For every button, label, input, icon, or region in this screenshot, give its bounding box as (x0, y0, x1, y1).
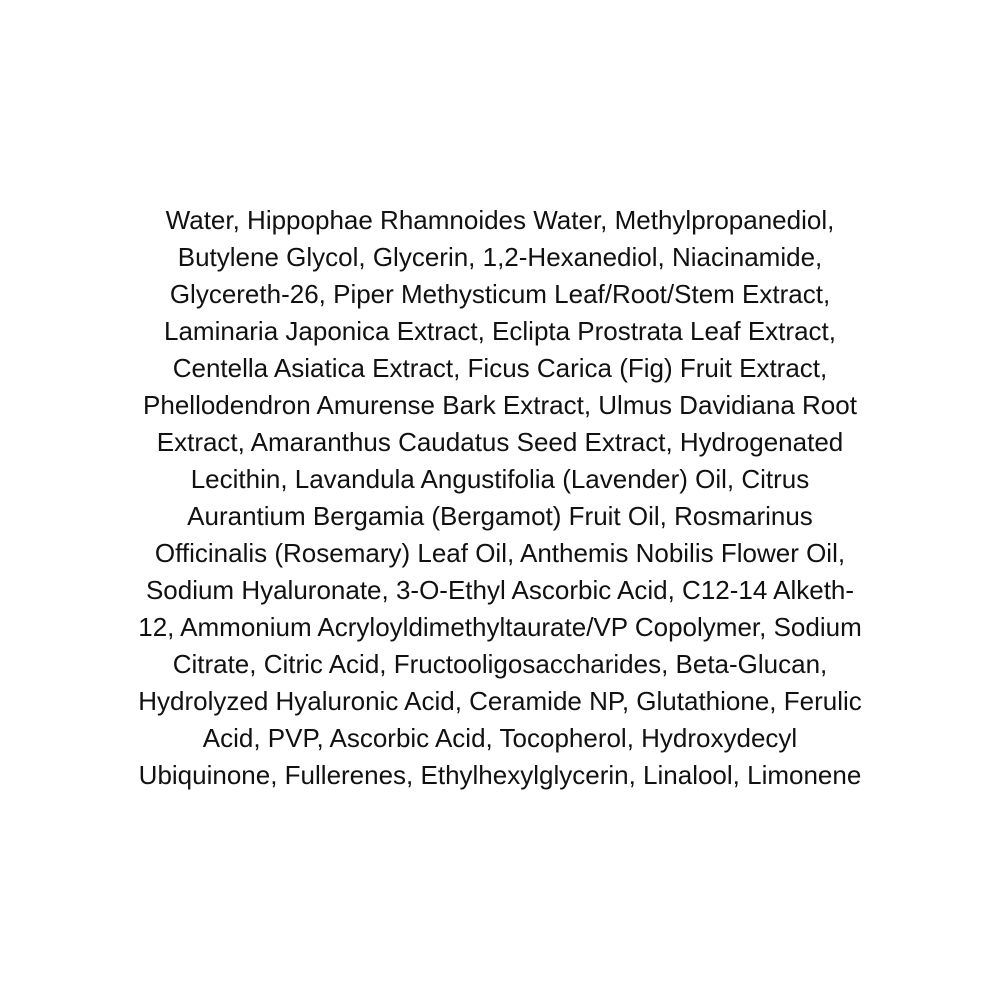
ingredient-line: Butylene Glycol, Glycerin, 1,2-Hexanediol, Niacinamide, (177, 242, 823, 272)
ingredient-list (95, 202, 905, 794)
ingredient-line: Centella Asiatica Extract, Ficus Carica (Fig) Fruit Extract, (172, 353, 828, 383)
ingredient-line: Sodium Hyaluronate, 3-O-Ethyl Ascorbic Acid, C12-14 Alketh- (145, 575, 855, 605)
ingredient-line: Acid, PVP, Ascorbic Acid, Tocopherol, Hydroxydecyl (202, 723, 798, 753)
ingredient-line: Aurantium Bergamia (Bergamot) Fruit Oil, Rosmarinus (187, 501, 813, 531)
ingredient-line: Hydrolyzed Hyaluronic Acid, Ceramide NP, Glutathione, Ferulic (138, 686, 862, 716)
ingredient-line: Water, Hippophae Rhamnoides Water, Methylpropanediol, (165, 205, 835, 235)
ingredient-line: Citrate, Citric Acid, Fructooligosaccharides, Beta-Glucan, (172, 649, 828, 679)
ingredient-line: Glycereth-26, Piper Methysticum Leaf/Root/Stem Extract, (169, 279, 831, 309)
ingredient-line: Lecithin, Lavandula Angustifolia (Lavender) Oil, Citrus (190, 464, 810, 494)
ingredient-line: Phellodendron Amurense Bark Extract, Ulmus Davidiana Root (143, 390, 857, 420)
ingredient-line: Ubiquinone, Fullerenes, Ethylhexylglycerin, Linalool, Limonene (138, 760, 862, 790)
ingredient-line: Laminaria Japonica Extract, Eclipta Prostrata Leaf Extract, (164, 316, 836, 346)
ingredient-line: 12, Ammonium Acryloyldimethyltaurate/VP Copolymer, Sodium (138, 612, 862, 642)
ingredient-line: Extract, Amaranthus Caudatus Seed Extract, Hydrogenated (156, 427, 844, 457)
ingredient-line: Officinalis (Rosemary) Leaf Oil, Anthemis Nobilis Flower Oil, (154, 538, 846, 568)
